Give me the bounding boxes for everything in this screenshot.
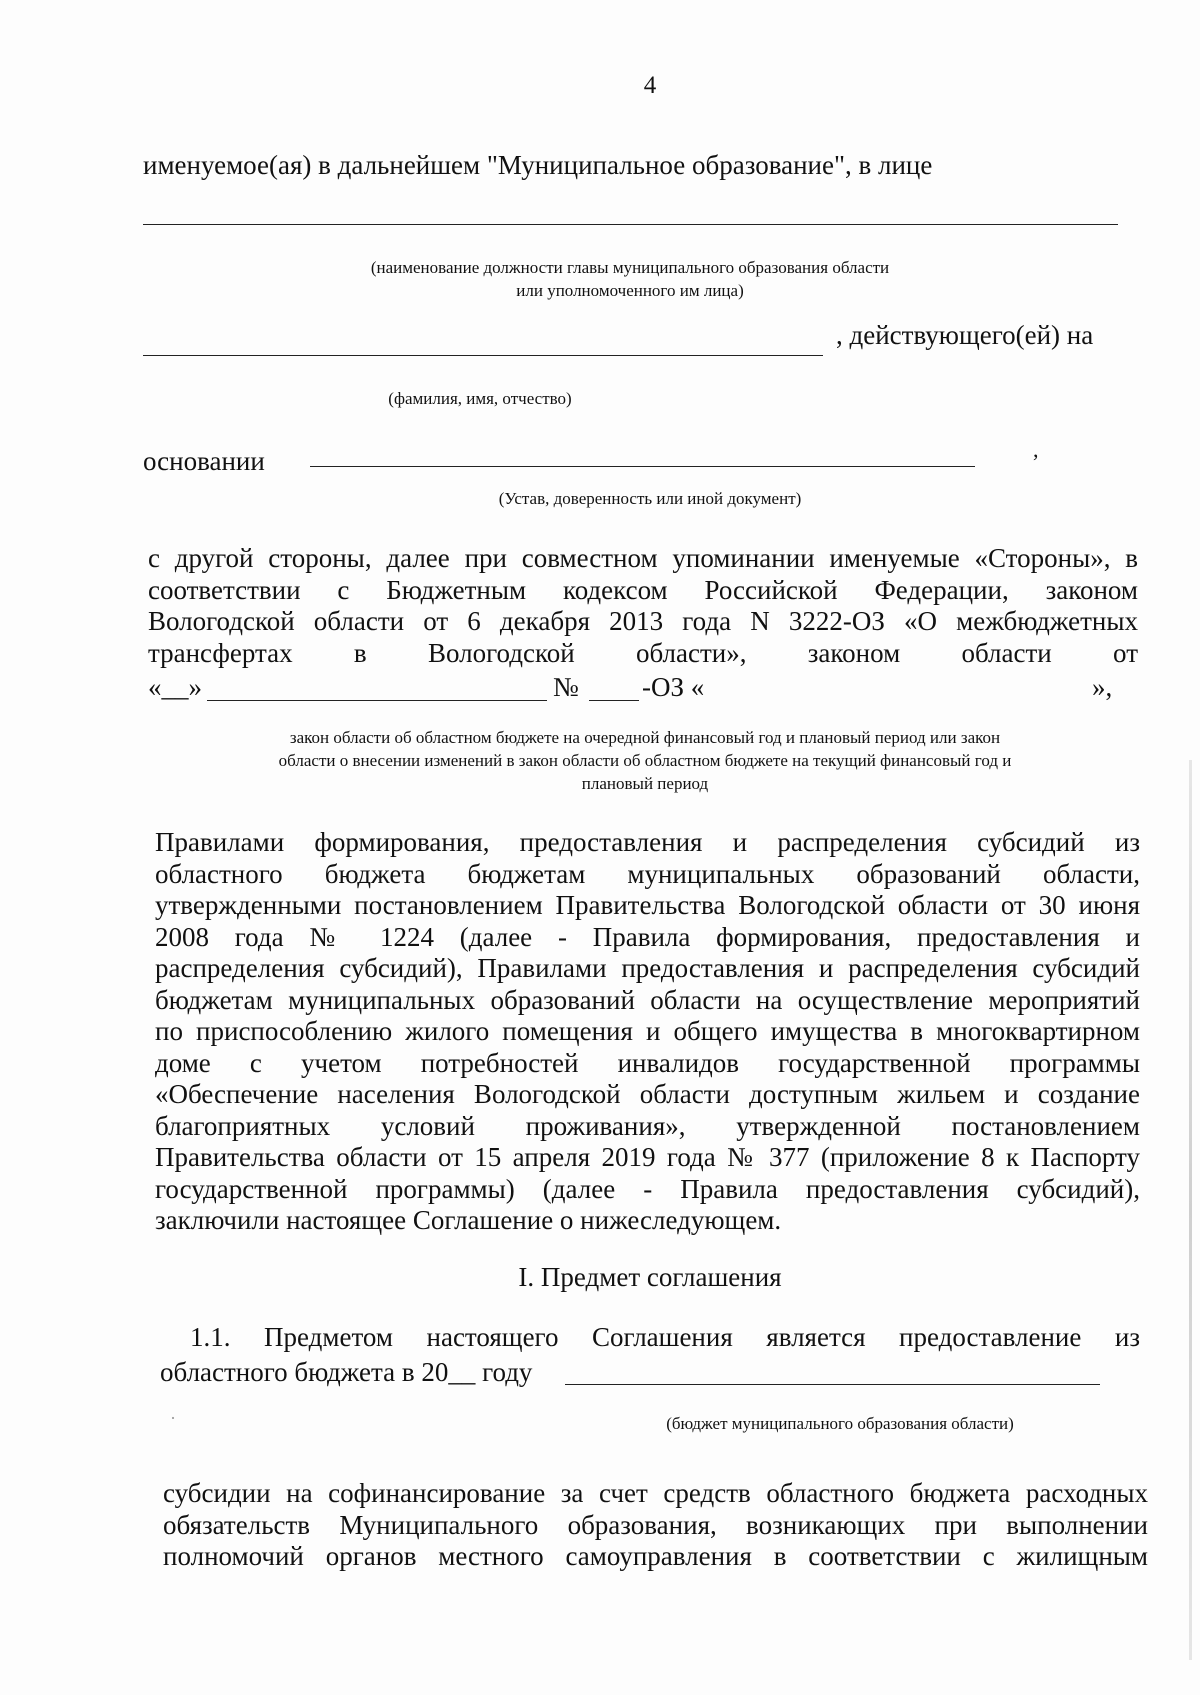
para2-row-6: бюджетам муниципальных образований области на осуществление мероприятий	[155, 984, 1140, 1015]
basis-blank	[310, 466, 975, 467]
para1-row-3: Вологодской области от 6 декабря 2013 года N 3222-ОЗ «О межбюджетных	[148, 606, 1138, 636]
law-close-quote: »,	[1092, 672, 1113, 702]
paragraph-rules	[155, 827, 1140, 1237]
para2-row-1: Правилами формирования, предоставления и распределения субсидий из	[155, 827, 1140, 857]
acting-suffix: , действующего(ей) на	[836, 320, 1094, 350]
caption-law-line-3: плановый период	[581, 773, 709, 793]
caption-law-line-2: области о внесении изменений в закон области об областном бюджете на текущий финансовый год и	[278, 750, 1012, 770]
budget-blank	[565, 1384, 1100, 1385]
scan-speck: ·	[170, 1408, 176, 1428]
caption-law-line-1: закон области об областном бюджете на очередной финансовый год и плановый период или закон	[289, 728, 1001, 747]
para2-row-4: 2008 года № 1224 (далее - Правила формирования, предоставления и	[155, 921, 1140, 952]
fio-blank	[143, 355, 823, 356]
caption-basis: (Устав, доверенность или иной документ)	[498, 489, 802, 508]
clause-1-1-row-2: областного бюджета в 20__ году	[160, 1357, 533, 1387]
law-number-blank	[589, 700, 639, 701]
basis-comma: ,	[1033, 437, 1039, 462]
para2-row-3: утвержденными постановлением Правительства Вологодской области от 30 июня	[155, 890, 1140, 920]
para1-row-1: с другой стороны, далее при совместном упоминании именуемые «Стороны», в	[148, 543, 1138, 573]
para3-row-1: субсидии на софинансирование за счет средств областного бюджета расходных	[163, 1478, 1148, 1508]
clause-1-1-row-1: 1.1. Предметом настоящего Соглашения является предоставление из	[190, 1322, 1140, 1352]
para1-row-2: соответствии с Бюджетным кодексом Российской Федерации, законом	[148, 574, 1138, 605]
para2-row-10: благоприятных условий проживания», утвержденной постановлением	[155, 1110, 1140, 1141]
para2-row-5: распределения субсидий), Правилами предоставления и распределения субсидий	[155, 953, 1140, 983]
para2-row-8: доме с учетом потребностей инвалидов государственной программы	[155, 1047, 1140, 1078]
para2-row-13: заключили настоящее Соглашение о нижеследующем.	[155, 1205, 782, 1235]
para2-row-9: «Обеспечение населения Вологодской области доступным жильем и создание	[155, 1079, 1140, 1109]
position-name-blank	[143, 224, 1118, 225]
para1-row-4: трансфертах в Вологодской области», законом области от	[148, 637, 1138, 668]
paragraph-subsidy	[163, 1478, 1148, 1573]
para2-row-12: государственной программы) (далее - Правила предоставления субсидий),	[155, 1173, 1140, 1204]
caption-budget: (бюджет муниципального образования области)	[666, 1414, 1014, 1433]
law-date-open: «__»	[148, 672, 202, 702]
para3-row-2: обязательств Муниципального образования, возникающих при выполнении	[163, 1509, 1148, 1540]
law-number-sign: №	[553, 672, 579, 702]
scan-edge-shadow	[1189, 760, 1192, 1660]
caption-fio: (фамилия, имя, отчество)	[388, 389, 572, 408]
paragraph-parties	[148, 543, 1138, 669]
para2-row-2: областного бюджета бюджетам муниципальных образований области,	[155, 858, 1140, 889]
caption-position-line-2: или уполномоченного им лица)	[516, 280, 744, 300]
basis-word: основании	[143, 446, 265, 476]
para2-row-7: по приспособлению жилого помещения и общего имущества в многоквартирном	[155, 1016, 1140, 1046]
law-date-blank	[207, 700, 547, 701]
page-number: 4	[643, 72, 657, 99]
caption-position	[250, 257, 1010, 303]
intro-line: именуемое(ая) в дальнейшем "Муниципальное образование", в лице	[143, 150, 933, 180]
para2-row-11: Правительства области от 15 апреля 2019 года № 377 (приложение 8 к Паспорту	[155, 1142, 1140, 1172]
section-heading: I. Предмет соглашения	[518, 1262, 782, 1292]
clause-1-1	[190, 1322, 1140, 1354]
law-oz: -ОЗ «	[642, 672, 705, 702]
para3-row-3: полномочий органов местного самоуправления в соответствии с жилищным	[163, 1541, 1148, 1571]
caption-position-line-1: (наименование должности главы муниципального образования области	[370, 258, 890, 277]
caption-law	[150, 727, 1140, 796]
